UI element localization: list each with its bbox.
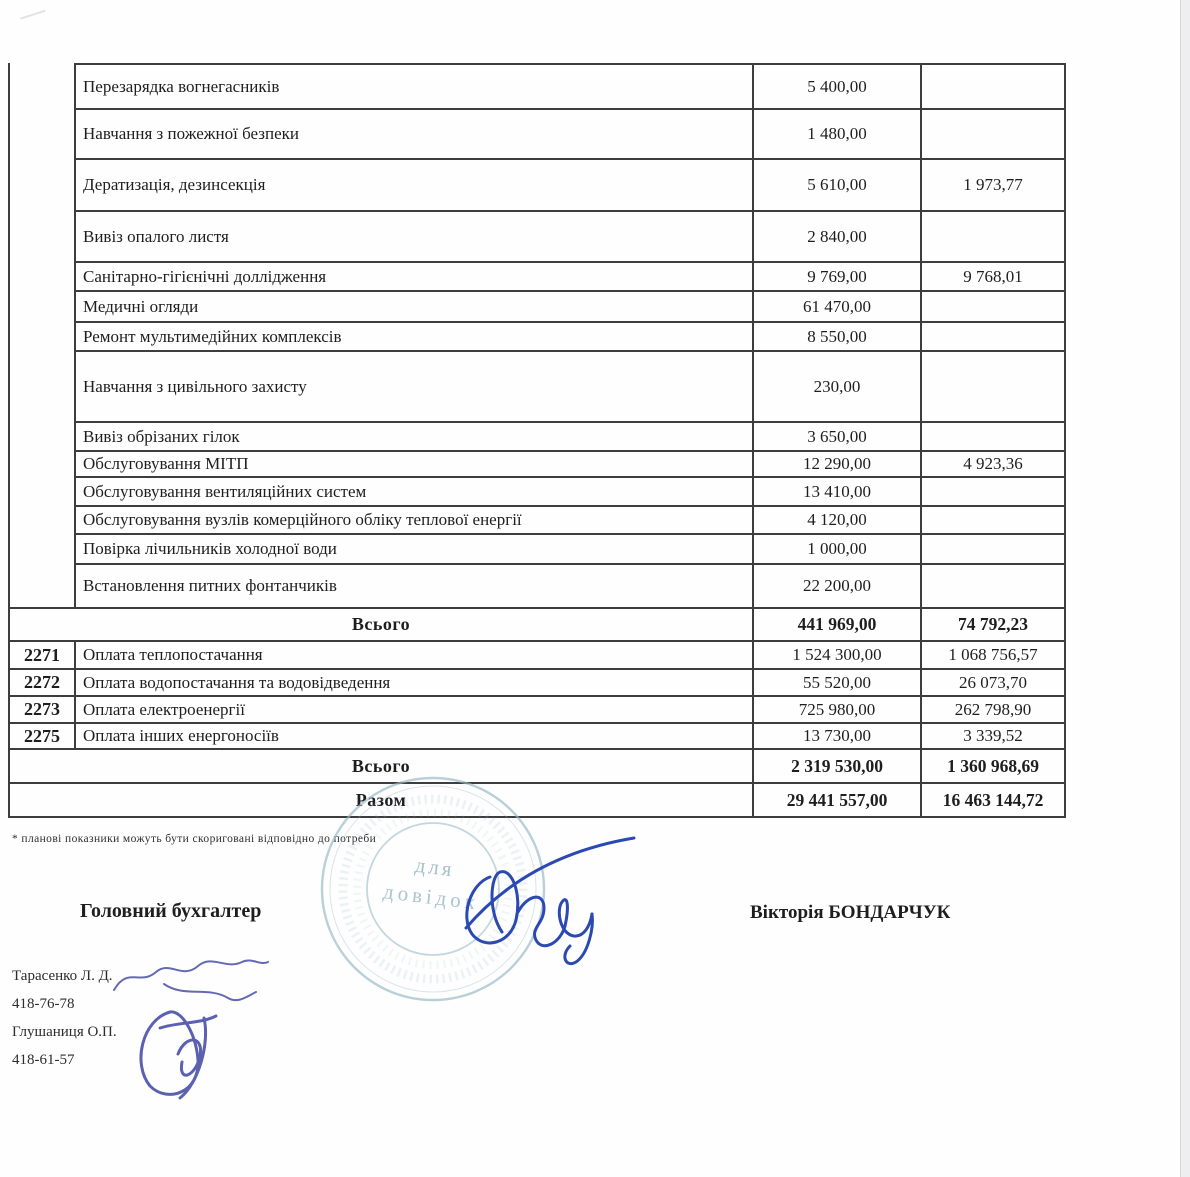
kekv-code: 2273 (24, 699, 60, 719)
table-row (10, 478, 1064, 507)
item-description: Навчання з цивільного захисту (74, 352, 752, 423)
stamp-text-line2: довідок (381, 879, 481, 915)
plan-value: 1 480,00 (752, 110, 920, 160)
fact-value: 4 923,36 (920, 452, 1064, 478)
code-cell (10, 63, 74, 110)
item-description: Обслуговування вузлів комерційного обліку теплової енергії (74, 507, 752, 535)
fact-value: 1 068 756,57 (920, 642, 1064, 668)
item-description: Оплата електроенергії (74, 697, 752, 722)
plan-value: 230,00 (752, 352, 920, 423)
plan-value: 4 120,00 (752, 507, 920, 535)
plan-value: 12 290,00 (752, 452, 920, 478)
item-description: Медичні огляди (74, 292, 752, 323)
subtotal-row (10, 607, 1064, 642)
chief-accountant-title: Головний бухгалтер (80, 900, 262, 922)
plan-value: 1 000,00 (752, 535, 920, 565)
plan-value: 5 400,00 (752, 63, 920, 110)
table-row (10, 292, 1064, 323)
table-row (10, 212, 1064, 263)
table-row (10, 535, 1064, 565)
table-row (10, 565, 1064, 607)
plan-value: 13 410,00 (752, 478, 920, 507)
item-description: Обслуговування вентиляційних систем (74, 478, 752, 507)
fact-value (920, 110, 1064, 160)
code-cell (10, 160, 74, 212)
kekv-code: 2271 (24, 644, 60, 665)
table-row (10, 263, 1064, 292)
item-description: Оплата інших енергоносіїв (74, 724, 752, 748)
fact-value (920, 478, 1064, 507)
fact-value (920, 63, 1064, 110)
table-row (10, 352, 1064, 423)
contact-name: Глушаниця О.П. (12, 1024, 117, 1040)
total-label: Разом (355, 789, 407, 810)
subtotal-fact-value: 74 792,23 (920, 609, 1064, 640)
fact-value: 1 973,77 (920, 160, 1064, 212)
subtotal-label: Всього (351, 755, 411, 776)
total-fact-value: 16 463 144,72 (920, 784, 1064, 816)
subtotal-plan-value: 2 319 530,00 (752, 750, 920, 782)
contact-block (12, 968, 117, 1080)
plan-value: 22 200,00 (752, 565, 920, 607)
fact-value: 262 798,90 (920, 697, 1064, 722)
item-description: Повірка лічильників холодної води (74, 535, 752, 565)
code-cell (10, 452, 74, 478)
fact-value (920, 352, 1064, 423)
table-row (10, 110, 1064, 160)
item-description: Вивіз опалого листя (74, 212, 752, 263)
table-row (10, 642, 1064, 670)
fact-value (920, 535, 1064, 565)
code-cell (10, 263, 74, 292)
fact-value (920, 423, 1064, 452)
code-cell (10, 212, 74, 263)
code-cell (10, 292, 74, 323)
item-description: Обслуговування МІТП (74, 452, 752, 478)
scan-edge-shadow (1180, 0, 1190, 1177)
contact-phone: 418-61-57 (12, 1052, 75, 1068)
code-cell (10, 352, 74, 423)
contact-phone: 418-76-78 (12, 996, 75, 1012)
expenses-table (8, 63, 1066, 818)
code-cell (10, 110, 74, 160)
item-description: Встановлення питних фонтанчиків (74, 565, 752, 607)
plan-value: 9 769,00 (752, 263, 920, 292)
item-description: Оплата теплопостачання (74, 642, 752, 668)
plan-value: 8 550,00 (752, 323, 920, 352)
table-row (10, 697, 1064, 724)
fact-value (920, 507, 1064, 535)
item-description: Навчання з пожежної безпеки (74, 110, 752, 160)
fact-value (920, 292, 1064, 323)
fact-value: 26 073,70 (920, 670, 1064, 695)
code-cell (10, 323, 74, 352)
code-cell (10, 423, 74, 452)
table-row (10, 724, 1064, 750)
plan-value: 3 650,00 (752, 423, 920, 452)
plan-value: 725 980,00 (752, 697, 920, 722)
kekv-code: 2275 (24, 725, 60, 746)
fact-value (920, 323, 1064, 352)
plan-value: 61 470,00 (752, 292, 920, 323)
fact-value (920, 212, 1064, 263)
table-row (10, 507, 1064, 535)
plan-value: 55 520,00 (752, 670, 920, 695)
plan-value: 5 610,00 (752, 160, 920, 212)
table-row (10, 423, 1064, 452)
subtotal-plan-value: 441 969,00 (752, 609, 920, 640)
contact-name: Тарасенко Л. Д. (12, 968, 113, 984)
kekv-code: 2272 (24, 672, 60, 692)
code-cell (10, 535, 74, 565)
table-row (10, 160, 1064, 212)
item-description: Оплата водопостачання та водовідведення (74, 670, 752, 695)
item-description: Ремонт мультимедійних комплексів (74, 323, 752, 352)
footnote: * планові показники можуть бути скориговані відповідно до потреби (12, 833, 377, 845)
fact-value: 3 339,52 (920, 724, 1064, 748)
scan-artifact (16, 0, 45, 20)
chief-accountant-name: Вікторія БОНДАРЧУК (750, 902, 951, 923)
plan-value: 13 730,00 (752, 724, 920, 748)
item-description: Санітарно-гігієнічні доллідження (74, 263, 752, 292)
table-row (10, 452, 1064, 478)
stamp-text-line1: для (413, 852, 457, 882)
table-row (10, 63, 1064, 110)
item-description: Дератизація, дезинсекція (74, 160, 752, 212)
signature-main (452, 832, 642, 967)
code-cell (10, 507, 74, 535)
table-row (10, 670, 1064, 697)
signature-secondary (108, 952, 278, 1102)
plan-value: 1 524 300,00 (752, 642, 920, 668)
item-description: Вивіз обрізаних гілок (74, 423, 752, 452)
subtotal-fact-value: 1 360 968,69 (920, 750, 1064, 782)
subtotal-label: Всього (351, 614, 411, 634)
fact-value (920, 565, 1064, 607)
code-cell (10, 478, 74, 507)
item-description: Перезарядка вогнегасників (74, 63, 752, 110)
plan-value: 2 840,00 (752, 212, 920, 263)
code-cell (10, 565, 74, 607)
table-row (10, 323, 1064, 352)
fact-value: 9 768,01 (920, 263, 1064, 292)
total-plan-value: 29 441 557,00 (752, 784, 920, 816)
